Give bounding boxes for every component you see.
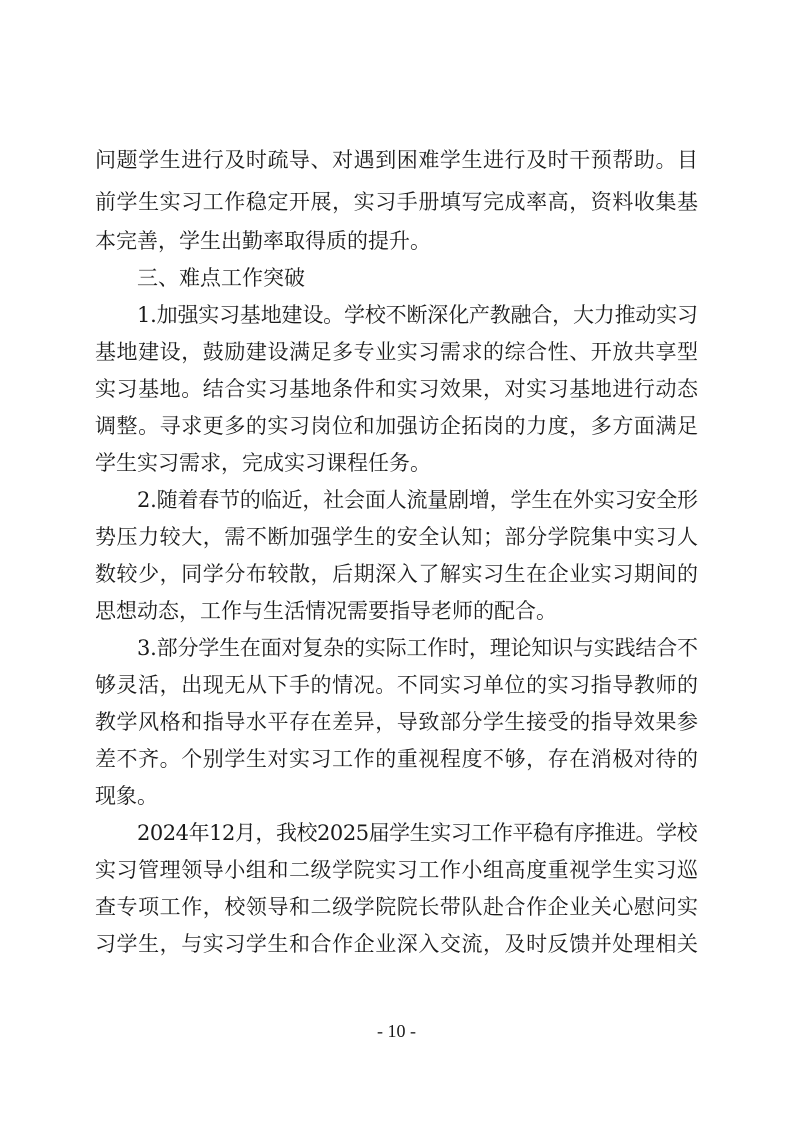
text-line: 调整。寻求更多的实习岗位和加强访企拓岗的力度，多方面满足 bbox=[95, 414, 699, 438]
text-line: 3.部分学生在面对复杂的实际工作时，理论知识与实践结合不 bbox=[137, 636, 698, 660]
text-line: 1.加强实习基地建设。学校不断深化产教融合，大力推动实习 bbox=[137, 303, 698, 327]
text-line: 教学风格和指导水平存在差异，导致部分学生接受的指导效果参 bbox=[95, 710, 699, 734]
text-line: 2024年12月，我校2025届学生实习工作平稳有序推进。学校 bbox=[137, 821, 698, 845]
text-line: 实习管理领导小组和二级学院实习工作小组高度重视学生实习巡 bbox=[95, 858, 699, 882]
text-line: 查专项工作，校领导和二级学院院长带队赴合作企业关心慰问实 bbox=[95, 895, 699, 919]
text-line: 够灵活，出现无从下手的情况。不同实习单位的实习指导教师的 bbox=[95, 673, 699, 697]
page-number: - 10 - bbox=[377, 1021, 416, 1041]
text-line: 问题学生进行及时疏导、对遇到困难学生进行及时干预帮助。目 bbox=[95, 148, 699, 172]
text-line: 基地建设，鼓励建设满足多专业实习需求的综合性、开放共享型 bbox=[95, 340, 699, 364]
text-line: 思想动态，工作与生活情况需要指导老师的配合。 bbox=[95, 599, 557, 623]
text-line: 本完善，学生出勤率取得质的提升。 bbox=[95, 229, 431, 253]
text-line: 现象。 bbox=[95, 784, 158, 808]
text-line: 数较少，同学分布较散，后期深入了解实习生在企业实习期间的 bbox=[95, 562, 699, 586]
text-line: 差不齐。个别学生对实习工作的重视程度不够，存在消极对待的 bbox=[95, 747, 699, 771]
text-line: 习学生，与实习学生和合作企业深入交流，及时反馈并处理相关 bbox=[95, 932, 699, 956]
text-line: 实习基地。结合实习基地条件和实习效果，对实习基地进行动态 bbox=[95, 377, 699, 401]
text-line: 学生实习需求，完成实习课程任务。 bbox=[95, 451, 431, 475]
section-heading: 三、难点工作突破 bbox=[137, 266, 305, 290]
text-line: 2.随着春节的临近，社会面人流量剧增，学生在外实习安全形 bbox=[137, 488, 698, 512]
text-line: 前学生实习工作稳定开展，实习手册填写完成率高，资料收集基 bbox=[95, 190, 699, 214]
text-line: 势压力较大，需不断加强学生的安全认知；部分学院集中实习人 bbox=[95, 525, 699, 549]
